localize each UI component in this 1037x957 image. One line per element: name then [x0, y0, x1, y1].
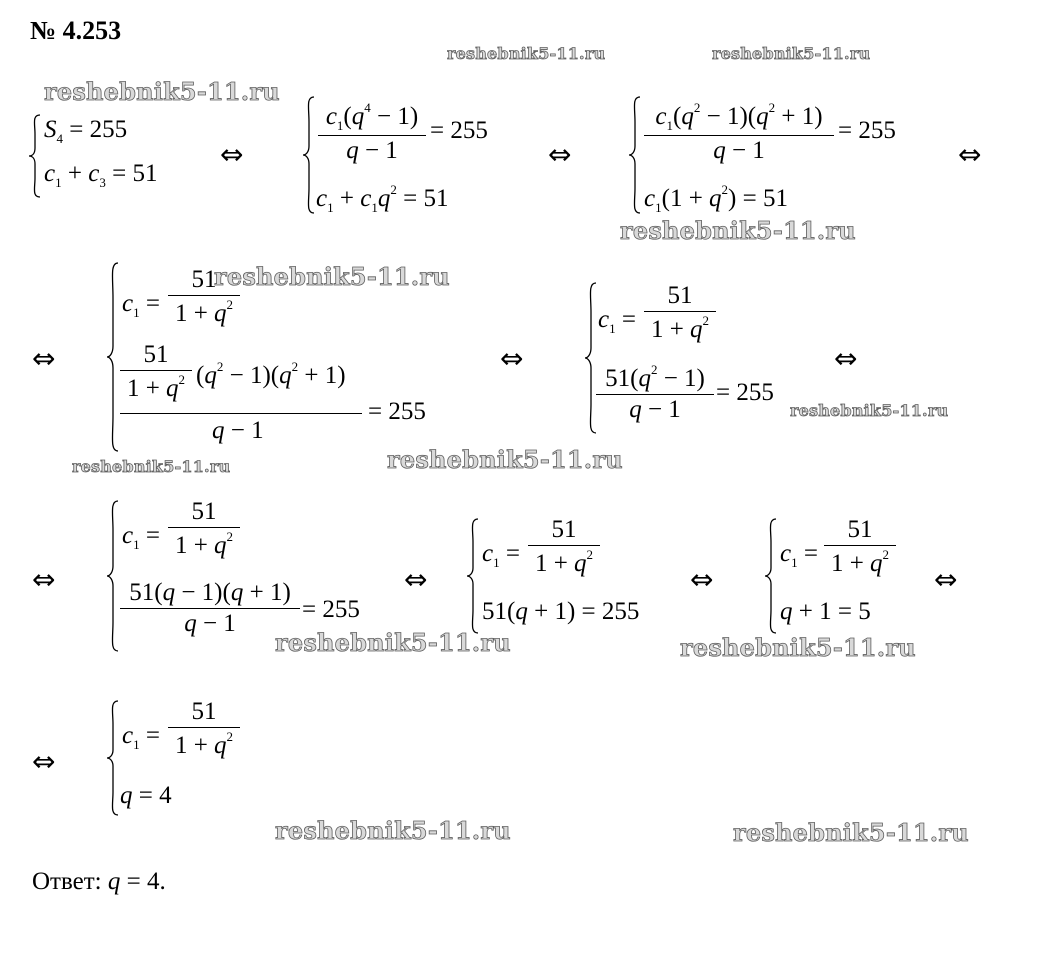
fraction: 51(q − 1)(q + 1) q − 1: [120, 579, 300, 638]
equation: $c_1 + c_1q^2 = 51$: [316, 182, 449, 215]
equation: = 255: [838, 117, 896, 144]
watermark: reshebnik5-11.ru: [712, 44, 871, 63]
fraction: $c_1(q^4 - 1)$ q − 1: [318, 100, 426, 165]
watermark: reshebnik5-11.ru: [214, 262, 450, 291]
equation: $c_1$ =: [122, 722, 160, 752]
equation: = 255: [430, 117, 488, 144]
answer-variable: q: [107, 868, 121, 895]
watermark: reshebnik5-11.ru: [275, 628, 511, 657]
equivalence-symbol: ⇔: [404, 563, 428, 596]
watermark: reshebnik5-11.ru: [680, 633, 916, 662]
equation: = 255: [302, 596, 360, 623]
fraction-bar: [120, 413, 362, 414]
equivalence-symbol: ⇔: [500, 342, 524, 375]
problem-number: № 4.253: [30, 16, 122, 45]
equivalence-symbol: ⇔: [220, 138, 244, 171]
denominator: q − 1: [212, 417, 264, 444]
answer-label: Ответ:: [32, 868, 102, 895]
equivalence-symbol: ⇔: [958, 138, 982, 171]
equation: = 255: [368, 398, 426, 425]
equivalence-symbol: ⇔: [934, 563, 958, 596]
expression: $(q^2 - 1)(q^2 + 1)$: [196, 359, 346, 389]
fraction: 51 $1 + q^2$: [528, 516, 600, 578]
equation: q = 4: [120, 782, 172, 809]
watermark: reshebnik5-11.ru: [447, 44, 606, 63]
fraction: 51 $1 + q^2$: [644, 282, 716, 344]
fraction: $c_1(q^2 - 1)(q^2 + 1)$ q − 1: [644, 100, 834, 165]
watermark: reshebnik5-11.ru: [733, 818, 969, 847]
watermark: reshebnik5-11.ru: [620, 216, 856, 245]
watermark: reshebnik5-11.ru: [387, 445, 623, 474]
equation: $c_1 + c_3 = 51$: [44, 160, 158, 190]
watermark: reshebnik5-11.ru: [44, 77, 280, 106]
fraction: 51 $1 + q^2$: [824, 516, 896, 578]
fraction: 51 $1 + q^2$: [120, 341, 192, 403]
equivalence-symbol: ⇔: [32, 563, 56, 596]
equivalence-symbol: ⇔: [32, 342, 56, 375]
answer: Ответ: q = 4.: [32, 868, 166, 895]
system-brace: [28, 114, 42, 198]
equation: $c_1$ =: [122, 522, 160, 552]
answer-value: 4.: [146, 868, 166, 895]
fraction: 51 $1 + q^2$: [168, 698, 240, 760]
system-brace: [764, 518, 778, 634]
system-brace: [466, 518, 480, 634]
watermark: reshebnik5-11.ru: [275, 816, 511, 845]
equation: $S_4 = 255$: [44, 116, 128, 146]
equation: $c_1$ =: [482, 540, 520, 570]
equivalence-symbol: ⇔: [548, 138, 572, 171]
watermark: reshebnik5-11.ru: [790, 401, 949, 420]
equation: = 255: [716, 379, 774, 406]
fraction: $51(q^2 - 1)$ q − 1: [596, 362, 714, 424]
system-brace: [106, 700, 120, 816]
equation: $c_1$ =: [122, 290, 160, 320]
system-brace: [302, 96, 316, 214]
equivalence-symbol: ⇔: [32, 745, 56, 778]
equivalence-symbol: ⇔: [834, 342, 858, 375]
equation: $c_1(1 + q^2) = 51$: [644, 182, 788, 215]
watermark: reshebnik5-11.ru: [72, 457, 231, 476]
system-brace: [106, 262, 120, 452]
equation: $c_1$ =: [780, 540, 818, 570]
system-brace: [628, 96, 642, 214]
equivalence-symbol: ⇔: [690, 563, 714, 596]
fraction: 51 $1 + q^2$: [168, 266, 240, 328]
equation: $c_1$ =: [598, 306, 636, 336]
fraction: 51 $1 + q^2$: [168, 498, 240, 560]
system-brace: [106, 500, 120, 652]
equation: 51(q + 1) = 255: [482, 598, 640, 625]
equation: q + 1 = 5: [780, 598, 871, 625]
